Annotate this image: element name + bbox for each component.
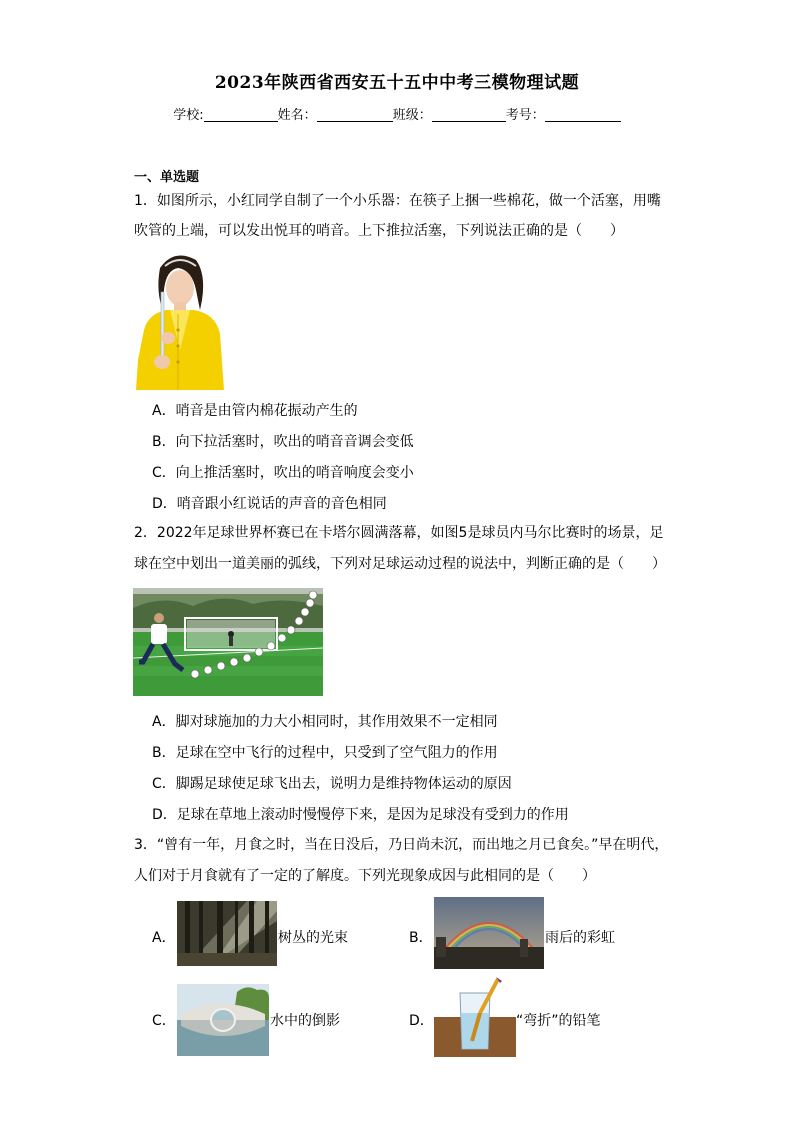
q1-stem-line2: 吹管的上端，可以发出悦耳的哨音。上下推拉活塞，下列说法正确的是（ ） bbox=[134, 223, 624, 239]
girl-whistle-image bbox=[134, 250, 224, 390]
q2-option-b[interactable]: B．足球在空中飞行的过程中，只受到了空气阻力的作用 bbox=[152, 745, 498, 761]
name-label: 姓名： bbox=[277, 108, 317, 123]
section-heading: 一、单选题 bbox=[134, 170, 200, 185]
forest-light-image bbox=[177, 901, 277, 966]
q1-option-c[interactable]: C．向上推活塞时，吹出的哨音响度会变小 bbox=[152, 465, 414, 481]
q3-stem-line2: 人们对于月食就有了一定的了解度。下列光现象成因与此相同的是（ ） bbox=[134, 868, 596, 884]
q2-stem-line1: 2．2022年足球世界杯赛已在卡塔尔圆满落幕，如图5是球员内马尔比赛时的场景，足 bbox=[134, 525, 664, 541]
school-label: 学校: bbox=[173, 108, 204, 123]
q1-stem-line1: 1．如图所示，小红同学自制了一个小乐器：在筷子上捆一些棉花，做一个活塞，用嘴 bbox=[134, 193, 661, 209]
q1-option-b[interactable]: B．向下拉活塞时，吹出的哨音音调会变低 bbox=[152, 434, 414, 450]
q3-option-a-letter[interactable]: A． bbox=[152, 930, 176, 946]
q3-stem-line1: 3．“曾有一年，月食之时，当在日没后，乃日尚未沉，而出地之月已食矣。”早在明代， bbox=[134, 837, 669, 853]
soccer-kick-image bbox=[133, 588, 323, 696]
q2-stem-line2: 球在空中划出一道美丽的弧线，下列对足球运动过程的说法中，判断正确的是（ ） bbox=[134, 556, 666, 572]
school-blank[interactable] bbox=[204, 107, 278, 122]
rainbow-image bbox=[434, 897, 544, 969]
q3-option-d-caption: “弯折”的铅笔 bbox=[516, 1013, 601, 1029]
q3-option-a-caption: 树丛的光束 bbox=[278, 930, 348, 946]
q1-option-d[interactable]: D．哨音跟小红说话的声音的音色相同 bbox=[152, 496, 387, 512]
page-title: 2023年陕西省西安五十五中中考三模物理试题 bbox=[214, 73, 580, 93]
q2-option-a[interactable]: A．脚对球施加的力大小相同时，其作用效果不一定相同 bbox=[152, 714, 498, 730]
class-label: 班级： bbox=[392, 108, 432, 123]
q2-option-d[interactable]: D．足球在草地上滚动时慢慢停下来，是因为足球没有受到力的作用 bbox=[152, 807, 569, 823]
name-blank[interactable] bbox=[317, 107, 393, 122]
bridge-reflection-image bbox=[177, 984, 269, 1056]
number-blank[interactable] bbox=[545, 107, 621, 122]
class-blank[interactable] bbox=[432, 107, 506, 122]
number-label: 考号： bbox=[505, 108, 545, 123]
bent-pencil-image bbox=[434, 977, 516, 1057]
q3-option-d-letter[interactable]: D． bbox=[409, 1013, 434, 1029]
q1-option-a[interactable]: A．哨音是由管内棉花振动产生的 bbox=[152, 403, 358, 419]
q3-option-b-caption: 雨后的彩虹 bbox=[545, 930, 615, 946]
q2-option-c[interactable]: C．脚踢足球使足球飞出去，说明力是维持物体运动的原因 bbox=[152, 776, 512, 792]
student-info-line bbox=[0, 104, 794, 123]
q3-option-b-letter[interactable]: B． bbox=[409, 930, 433, 946]
q3-option-c-letter[interactable]: C． bbox=[152, 1013, 176, 1029]
q3-option-c-caption: 水中的倒影 bbox=[270, 1013, 340, 1029]
